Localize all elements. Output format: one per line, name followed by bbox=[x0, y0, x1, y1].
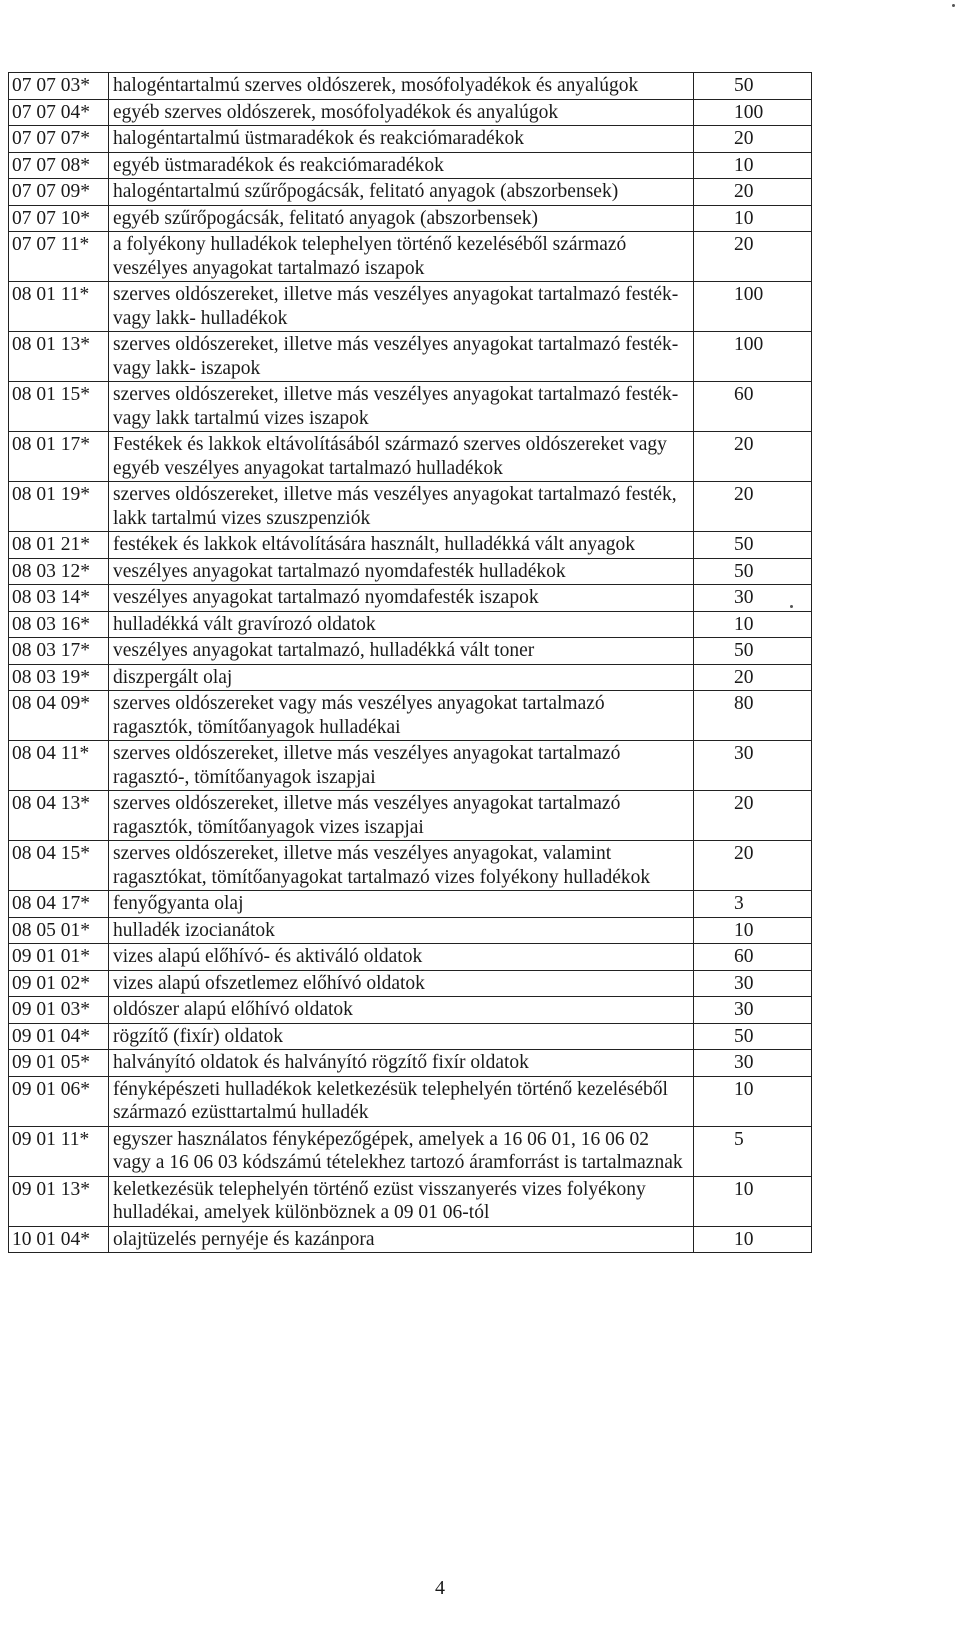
quantity-cell: 10 bbox=[694, 1076, 812, 1126]
waste-code-cell: 07 07 08* bbox=[9, 152, 109, 179]
description-cell: hulladék izocianátok bbox=[109, 917, 694, 944]
description-cell: Festékek és lakkok eltávolításából származó szerves oldószereket vagy egyéb veszélyes anyagokat tartalmazó hulladékok bbox=[109, 432, 694, 482]
description-cell: szerves oldószereket, illetve más veszélyes anyagokat tartalmazó ragasztók, tömítőanyagok vizes iszapjai bbox=[109, 791, 694, 841]
quantity-cell: 30 bbox=[694, 1050, 812, 1077]
description-cell: egyéb szűrőpogácsák, felitató anyagok (abszorbensek) bbox=[109, 205, 694, 232]
waste-code-cell: 08 01 15* bbox=[9, 382, 109, 432]
description-cell: olajtüzelés pernyéje és kazánpora bbox=[109, 1226, 694, 1253]
description-cell: szerves oldószereket, illetve más veszélyes anyagokat tartalmazó festék- vagy lakk tartalmú vizes iszapok bbox=[109, 382, 694, 432]
quantity-cell: 100 bbox=[694, 282, 812, 332]
table-row bbox=[9, 664, 812, 691]
waste-code-cell: 07 07 09* bbox=[9, 179, 109, 206]
description-cell: szerves oldószereket, illetve más veszélyes anyagokat tartalmazó festék- vagy lakk- iszapok bbox=[109, 332, 694, 382]
quantity-cell: 100 bbox=[694, 332, 812, 382]
waste-code-cell: 09 01 04* bbox=[9, 1023, 109, 1050]
description-cell: festékek és lakkok eltávolítására használt, hulladékká vált anyagok bbox=[109, 532, 694, 559]
waste-code-cell: 08 04 15* bbox=[9, 841, 109, 891]
quantity-cell: 60 bbox=[694, 382, 812, 432]
quantity-cell: 20 bbox=[694, 664, 812, 691]
waste-code-table bbox=[8, 72, 812, 1253]
quantity-cell: 20 bbox=[694, 232, 812, 282]
waste-code-cell: 09 01 13* bbox=[9, 1176, 109, 1226]
quantity-cell: 30 bbox=[694, 970, 812, 997]
waste-code-cell: 07 07 11* bbox=[9, 232, 109, 282]
quantity-cell: 50 bbox=[694, 638, 812, 665]
waste-code-cell: 08 03 12* bbox=[9, 558, 109, 585]
table-row bbox=[9, 791, 812, 841]
quantity-cell: 10 bbox=[694, 1176, 812, 1226]
table-row bbox=[9, 532, 812, 559]
table-row bbox=[9, 382, 812, 432]
description-cell: szerves oldószereket, illetve más veszélyes anyagokat tartalmazó festék- vagy lakk- hulladékok bbox=[109, 282, 694, 332]
waste-code-cell: 07 07 07* bbox=[9, 126, 109, 153]
quantity-cell: 60 bbox=[694, 944, 812, 971]
table-row bbox=[9, 282, 812, 332]
quantity-cell: 20 bbox=[694, 791, 812, 841]
description-cell: fényképészeti hulladékok keletkezésük telephelyén történő kezeléséből származó ezüsttartalmú hulladék bbox=[109, 1076, 694, 1126]
waste-code-cell: 08 03 16* bbox=[9, 611, 109, 638]
table-row bbox=[9, 482, 812, 532]
table-row bbox=[9, 917, 812, 944]
quantity-cell: 50 bbox=[694, 558, 812, 585]
quantity-cell: 20 bbox=[694, 841, 812, 891]
table-row bbox=[9, 205, 812, 232]
description-cell: szerves oldószereket, illetve más veszélyes anyagokat tartalmazó festék, lakk tartalmú vizes szuszpenziók bbox=[109, 482, 694, 532]
waste-code-cell: 08 01 21* bbox=[9, 532, 109, 559]
table-row bbox=[9, 1176, 812, 1226]
waste-code-cell: 08 01 19* bbox=[9, 482, 109, 532]
quantity-cell: 20 bbox=[694, 179, 812, 206]
description-cell: hulladékká vált gravírozó oldatok bbox=[109, 611, 694, 638]
quantity-cell: 10 bbox=[694, 152, 812, 179]
page-number: 4 bbox=[435, 1577, 445, 1599]
description-cell: halványító oldatok és halványító rögzítő fixír oldatok bbox=[109, 1050, 694, 1077]
waste-code-cell: 08 03 14* bbox=[9, 585, 109, 612]
waste-code-cell: 08 01 11* bbox=[9, 282, 109, 332]
description-cell: halogéntartalmú szűrőpogácsák, felitató anyagok (abszorbensek) bbox=[109, 179, 694, 206]
waste-code-cell: 08 05 01* bbox=[9, 917, 109, 944]
description-cell: szerves oldószereket, illetve más veszélyes anyagokat tartalmazó ragasztó-, tömítőanyagok iszapjai bbox=[109, 741, 694, 791]
quantity-cell: 5 bbox=[694, 1126, 812, 1176]
table-row bbox=[9, 1050, 812, 1077]
description-cell: halogéntartalmú üstmaradékok és reakciómaradékok bbox=[109, 126, 694, 153]
description-cell: egyszer használatos fényképezőgépek, amelyek a 16 06 01, 16 06 02 vagy a 16 06 03 kódszámú tételekhez tartozó áramforrást is tartalmaznak bbox=[109, 1126, 694, 1176]
waste-code-cell: 09 01 05* bbox=[9, 1050, 109, 1077]
description-cell: diszpergált olaj bbox=[109, 664, 694, 691]
table-row bbox=[9, 126, 812, 153]
table-row bbox=[9, 638, 812, 665]
description-cell: egyéb üstmaradékok és reakciómaradékok bbox=[109, 152, 694, 179]
table-row bbox=[9, 73, 812, 100]
description-cell: egyéb szerves oldószerek, mosófolyadékok és anyalúgok bbox=[109, 99, 694, 126]
table-row bbox=[9, 691, 812, 741]
waste-code-cell: 07 07 04* bbox=[9, 99, 109, 126]
table-row bbox=[9, 611, 812, 638]
description-cell: vizes alapú ofszetlemez előhívó oldatok bbox=[109, 970, 694, 997]
description-cell: szerves oldószereket vagy más veszélyes anyagokat tartalmazó ragasztók, tömítőanyagok hulladékai bbox=[109, 691, 694, 741]
table-row bbox=[9, 970, 812, 997]
quantity-cell: 50 bbox=[694, 1023, 812, 1050]
quantity-cell: 3 bbox=[694, 891, 812, 918]
table-row bbox=[9, 1126, 812, 1176]
table-row bbox=[9, 585, 812, 612]
waste-code-cell: 09 01 02* bbox=[9, 970, 109, 997]
description-cell: veszélyes anyagokat tartalmazó nyomdafesték hulladékok bbox=[109, 558, 694, 585]
waste-code-cell: 07 07 10* bbox=[9, 205, 109, 232]
table-row bbox=[9, 432, 812, 482]
scan-speck bbox=[952, 4, 955, 7]
waste-code-cell: 08 01 13* bbox=[9, 332, 109, 382]
quantity-cell: 30 bbox=[694, 997, 812, 1024]
description-cell: vizes alapú előhívó- és aktiváló oldatok bbox=[109, 944, 694, 971]
table-row bbox=[9, 944, 812, 971]
quantity-cell: 100 bbox=[694, 99, 812, 126]
scan-speck bbox=[790, 605, 793, 608]
waste-code-cell: 08 04 11* bbox=[9, 741, 109, 791]
table-row bbox=[9, 99, 812, 126]
table-row bbox=[9, 1023, 812, 1050]
waste-code-cell: 10 01 04* bbox=[9, 1226, 109, 1253]
description-cell: fenyőgyanta olaj bbox=[109, 891, 694, 918]
description-cell: oldószer alapú előhívó oldatok bbox=[109, 997, 694, 1024]
quantity-cell: 20 bbox=[694, 432, 812, 482]
description-cell: veszélyes anyagokat tartalmazó nyomdafesték iszapok bbox=[109, 585, 694, 612]
table-row bbox=[9, 891, 812, 918]
description-cell: keletkezésük telephelyén történő ezüst visszanyerés vizes folyékony hulladékai, amelyek különböznek a 09 01 06-tól bbox=[109, 1176, 694, 1226]
waste-code-cell: 09 01 03* bbox=[9, 997, 109, 1024]
waste-code-cell: 08 03 17* bbox=[9, 638, 109, 665]
table-row bbox=[9, 152, 812, 179]
waste-code-cell: 09 01 11* bbox=[9, 1126, 109, 1176]
table-row bbox=[9, 179, 812, 206]
quantity-cell: 10 bbox=[694, 1226, 812, 1253]
quantity-cell: 30 bbox=[694, 741, 812, 791]
waste-code-cell: 08 01 17* bbox=[9, 432, 109, 482]
quantity-cell: 10 bbox=[694, 917, 812, 944]
quantity-cell: 20 bbox=[694, 482, 812, 532]
waste-code-cell: 07 07 03* bbox=[9, 73, 109, 100]
table-row bbox=[9, 1226, 812, 1253]
waste-code-cell: 09 01 06* bbox=[9, 1076, 109, 1126]
description-cell: szerves oldószereket, illetve más veszélyes anyagokat, valamint ragasztókat, tömítőanyagokat tartalmazó vizes folyékony hulladékok bbox=[109, 841, 694, 891]
table-row bbox=[9, 1076, 812, 1126]
quantity-cell: 30 bbox=[694, 585, 812, 612]
table-row bbox=[9, 841, 812, 891]
table-row bbox=[9, 558, 812, 585]
description-cell: a folyékony hulladékok telephelyen történő kezeléséből származó veszélyes anyagokat tartalmazó iszapok bbox=[109, 232, 694, 282]
description-cell: rögzítő (fixír) oldatok bbox=[109, 1023, 694, 1050]
quantity-cell: 20 bbox=[694, 126, 812, 153]
quantity-cell: 80 bbox=[694, 691, 812, 741]
quantity-cell: 10 bbox=[694, 205, 812, 232]
waste-code-cell: 09 01 01* bbox=[9, 944, 109, 971]
table-row bbox=[9, 332, 812, 382]
waste-code-cell: 08 03 19* bbox=[9, 664, 109, 691]
description-cell: halogéntartalmú szerves oldószerek, mosófolyadékok és anyalúgok bbox=[109, 73, 694, 100]
waste-code-cell: 08 04 17* bbox=[9, 891, 109, 918]
description-cell: veszélyes anyagokat tartalmazó, hulladékká vált toner bbox=[109, 638, 694, 665]
quantity-cell: 50 bbox=[694, 73, 812, 100]
table-row bbox=[9, 232, 812, 282]
waste-code-cell: 08 04 13* bbox=[9, 791, 109, 841]
quantity-cell: 10 bbox=[694, 611, 812, 638]
waste-code-cell: 08 04 09* bbox=[9, 691, 109, 741]
table-row bbox=[9, 741, 812, 791]
table-row bbox=[9, 997, 812, 1024]
quantity-cell: 50 bbox=[694, 532, 812, 559]
waste-table-body bbox=[9, 73, 812, 1253]
